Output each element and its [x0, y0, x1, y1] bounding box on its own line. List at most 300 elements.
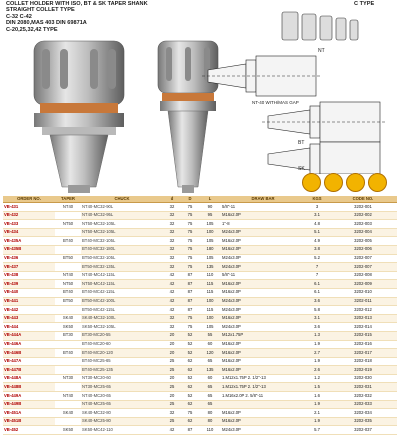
- table-cell: 20: [163, 331, 181, 340]
- table-cell: 3202-017: [329, 349, 397, 358]
- table-cell: 1.2: [305, 374, 329, 383]
- table-cell: BT50: [55, 297, 81, 306]
- certification-seals: [302, 173, 388, 191]
- table-cell: 80: [199, 417, 221, 426]
- table-cell: [221, 400, 305, 409]
- table-cell: VB-449A: [3, 392, 55, 401]
- table-cell: 115: [199, 288, 221, 297]
- table-cell: 32: [163, 409, 181, 418]
- table-row: [3, 331, 397, 340]
- collet-sleeves-drawing: [282, 12, 358, 40]
- label-nt40-gap: NT-40 WITH/MAS GAP: [252, 100, 299, 105]
- table-cell: [55, 263, 81, 272]
- table-cell: [55, 366, 81, 375]
- table-cell: SK40-MC32-100L: [81, 314, 163, 323]
- table-cell: BT50-MC42-100L: [81, 297, 163, 306]
- col-draw-bar: DRAW BAR: [221, 196, 305, 203]
- table-cell: 1.M12x1.75P 2. 1/2"-13: [221, 374, 305, 383]
- table-row: [3, 374, 397, 383]
- table-cell: 62: [181, 383, 199, 392]
- table-cell: 5/8"-11: [221, 271, 305, 280]
- table-cell: 52: [181, 340, 199, 349]
- table-cell: M16x2.0P: [221, 340, 305, 349]
- seal-logo: [302, 173, 321, 192]
- table-cell: BT50-MC32-105L: [81, 254, 163, 263]
- table-cell: 20: [163, 392, 181, 401]
- table-row: [3, 271, 397, 280]
- table-cell: BT50: [55, 254, 81, 263]
- table-cell: 62: [181, 417, 199, 426]
- table-cell: 55: [199, 331, 221, 340]
- table-cell: BT50-MC32-135L: [81, 263, 163, 272]
- table-row: [3, 237, 397, 246]
- table-cell: 1.M16x2.0P 2. 5/8"-11: [221, 392, 305, 401]
- table-cell: BT40-MC42-115L: [81, 288, 163, 297]
- col-taper: TAPER: [55, 196, 81, 203]
- table-cell: 3202-006: [329, 245, 397, 254]
- table-row: [3, 245, 397, 254]
- table-row: [3, 400, 397, 409]
- table-row: [3, 228, 397, 237]
- c-type-label: C TYPE: [354, 1, 375, 7]
- table-cell: 75: [181, 314, 199, 323]
- table-cell: BT40-MC32-105L: [81, 237, 163, 246]
- table-cell: M24x3.0P: [221, 426, 305, 435]
- table-cell: 20: [163, 374, 181, 383]
- table-cell: 25: [163, 366, 181, 375]
- table-cell: 87: [181, 426, 199, 435]
- table-cell: 87: [181, 297, 199, 306]
- table-cell: VB-431: [3, 203, 55, 212]
- table-cell: 42: [163, 271, 181, 280]
- table-cell: 20: [163, 340, 181, 349]
- table-cell: BT40: [55, 288, 81, 297]
- table-cell: SK40-MC32-80: [81, 409, 163, 418]
- table-cell: 32: [163, 254, 181, 263]
- table-cell: 1.9: [305, 340, 329, 349]
- table-row: [3, 323, 397, 332]
- table-cell: 100: [199, 228, 221, 237]
- table-row: [3, 211, 397, 220]
- table-cell: 3202-011: [329, 297, 397, 306]
- table-cell: 32: [163, 245, 181, 254]
- table-cell: VB-435B: [3, 245, 55, 254]
- table-cell: 52: [181, 392, 199, 401]
- spec-table: [3, 196, 397, 435]
- table-cell: 25: [163, 400, 181, 409]
- table-cell: 3202-013: [329, 314, 397, 323]
- header-models: C-32 C-42: [6, 13, 32, 20]
- table-cell: 75: [181, 220, 199, 229]
- table-cell: M24x3.0P: [221, 323, 305, 332]
- table-cell: 105: [199, 254, 221, 263]
- table-cell: VB-442: [3, 306, 55, 315]
- seal-logo: [368, 173, 387, 192]
- table-cell: M16x2.0P: [221, 417, 305, 426]
- table-cell: 25: [163, 417, 181, 426]
- table-cell: NT50-MC32-105L: [81, 228, 163, 237]
- table-cell: VB-439: [3, 280, 55, 289]
- table-cell: 60: [199, 340, 221, 349]
- table-cell: M16x2.0P: [221, 349, 305, 358]
- table-cell: 3202-007: [329, 263, 397, 272]
- table-row: [3, 306, 397, 315]
- table-cell: 2.1: [305, 409, 329, 418]
- table-cell: NT40-MC32-95L: [81, 211, 163, 220]
- table-cell: 3202-004: [329, 228, 397, 237]
- table-cell: 32: [163, 237, 181, 246]
- table-cell: NT40-MC32-90L: [81, 203, 163, 212]
- table-cell: M24x3.0P: [221, 263, 305, 272]
- table-row: [3, 203, 397, 212]
- table-cell: 52: [181, 331, 199, 340]
- table-cell: 3202-012: [329, 306, 397, 315]
- table-cell: 1.9: [305, 357, 329, 366]
- table-cell: 65: [199, 392, 221, 401]
- table-row: [3, 297, 397, 306]
- table-cell: SK50-MC32-105L: [81, 323, 163, 332]
- table-cell: [55, 306, 81, 315]
- table-cell: [55, 211, 81, 220]
- table-cell: NT40-MC42-115L: [81, 271, 163, 280]
- table-cell: NT50: [55, 220, 81, 229]
- col-l: L: [199, 196, 221, 203]
- table-row: [3, 220, 397, 229]
- table-cell: 32: [163, 228, 181, 237]
- table-cell: VB-443: [3, 314, 55, 323]
- table-cell: 25: [163, 383, 181, 392]
- seal-logo: [346, 173, 365, 192]
- table-cell: 4.9: [305, 237, 329, 246]
- table-cell: 4.8: [305, 220, 329, 229]
- table-row: [3, 426, 397, 435]
- table-cell: NT40: [55, 203, 81, 212]
- table-cell: 25: [163, 357, 181, 366]
- table-cell: 6.1: [305, 288, 329, 297]
- table-cell: VB-438: [3, 271, 55, 280]
- table-cell: [55, 383, 81, 392]
- table-cell: 32: [163, 314, 181, 323]
- table-cell: BT30: [55, 331, 81, 340]
- table-row: [3, 288, 397, 297]
- sk-drawing: [268, 142, 380, 174]
- table-cell: NT40: [55, 271, 81, 280]
- table-cell: 32: [163, 211, 181, 220]
- table-cell: 32: [163, 263, 181, 272]
- table-cell: 3202-032: [329, 392, 397, 401]
- table-cell: SK50: [55, 426, 81, 435]
- table-cell: 3202-002: [329, 211, 397, 220]
- table-cell: 3202-016: [329, 340, 397, 349]
- header-standards: DIN 2080,MAS 403 DIN 69871A: [6, 20, 87, 27]
- table-cell: VB-451A: [3, 409, 55, 418]
- table-cell: 42: [163, 288, 181, 297]
- table-cell: NT40-MC20-65: [81, 392, 163, 401]
- table-cell: 1"-8: [221, 220, 305, 229]
- table-cell: 3202-019: [329, 366, 397, 375]
- table-cell: 1.9: [305, 417, 329, 426]
- table-cell: BT40-MC32-180L: [81, 245, 163, 254]
- table-cell: 75: [181, 409, 199, 418]
- table-cell: [55, 357, 81, 366]
- table-cell: M16x2.0P: [221, 288, 305, 297]
- table-cell: VB-435A: [3, 237, 55, 246]
- table-cell: 105: [199, 220, 221, 229]
- table-cell: NT50-MC42-115L: [81, 280, 163, 289]
- table-cell: 100: [199, 297, 221, 306]
- table-cell: VB-447B: [3, 366, 55, 375]
- table-cell: 42: [163, 306, 181, 315]
- table-cell: NT40: [55, 392, 81, 401]
- table-cell: 52: [181, 349, 199, 358]
- table-cell: 180: [199, 245, 221, 254]
- table-cell: 65: [199, 383, 221, 392]
- label-bt: BT: [298, 140, 305, 146]
- table-row: [3, 314, 397, 323]
- table-cell: 5.7: [305, 426, 329, 435]
- col-D: D: [181, 196, 199, 203]
- table-cell: 115: [199, 280, 221, 289]
- nt-drawing: [202, 56, 322, 96]
- table-cell: 65: [199, 400, 221, 409]
- table-cell: 65: [199, 357, 221, 366]
- header-types: C-20,25,32,42 TYPE: [6, 26, 58, 33]
- table-cell: 3202-015: [329, 331, 397, 340]
- table-cell: 80: [199, 409, 221, 418]
- table-cell: 7: [305, 271, 329, 280]
- table-cell: 32: [163, 203, 181, 212]
- table-cell: 3202-005: [329, 237, 397, 246]
- table-cell: 95: [199, 211, 221, 220]
- table-cell: 3202-035: [329, 417, 397, 426]
- table-cell: [55, 245, 81, 254]
- label-sk: SK: [298, 166, 305, 172]
- table-row: [3, 349, 397, 358]
- table-cell: M16x2.0P: [221, 409, 305, 418]
- table-cell: NT50: [55, 280, 81, 289]
- col-code-no: CODE NO.: [329, 196, 397, 203]
- table-row: [3, 417, 397, 426]
- table-row: [3, 366, 397, 375]
- table-cell: 3202-018: [329, 357, 397, 366]
- table-cell: BT40: [55, 349, 81, 358]
- table-row: [3, 409, 397, 418]
- bt-drawing: [262, 102, 386, 142]
- table-cell: 3202-009: [329, 280, 397, 289]
- table-cell: M16x2.0P: [221, 211, 305, 220]
- table-cell: 3202-030: [329, 374, 397, 383]
- table-cell: VB-437: [3, 263, 55, 272]
- table-cell: 3202-014: [329, 323, 397, 332]
- col-chuck: CHUCK: [81, 196, 163, 203]
- table-cell: VB-433: [3, 220, 55, 229]
- table-cell: 20: [163, 349, 181, 358]
- table-cell: 115: [199, 306, 221, 315]
- table-cell: BT50-MC42-115L: [81, 306, 163, 315]
- table-cell: SK50-MC42-110: [81, 426, 163, 435]
- header-subtitle: STRAIGHT COLLET TYPE: [6, 7, 75, 14]
- table-row: [3, 280, 397, 289]
- table-cell: VB-444A: [3, 331, 55, 340]
- table-cell: SK40: [55, 409, 81, 418]
- table-cell: 100: [199, 314, 221, 323]
- table-cell: VB-451B: [3, 417, 55, 426]
- table-cell: 3202-033: [329, 400, 397, 409]
- table-cell: 3.6: [305, 297, 329, 306]
- table-cell: 1.3: [305, 331, 329, 340]
- table-cell: M24x3.0P: [221, 297, 305, 306]
- table-cell: [55, 340, 81, 349]
- table-cell: NT30-MC25-65: [81, 383, 163, 392]
- table-cell: VB-436: [3, 254, 55, 263]
- table-cell: 3202-010: [329, 288, 397, 297]
- table-cell: 75: [181, 254, 199, 263]
- table-cell: 75: [181, 211, 199, 220]
- table-cell: [55, 228, 81, 237]
- table-cell: 52: [181, 374, 199, 383]
- table-cell: SK40: [55, 314, 81, 323]
- table-cell: M16x2.0P: [221, 366, 305, 375]
- table-cell: VB-444: [3, 323, 55, 332]
- table-cell: 90: [199, 203, 221, 212]
- col-order-no: ORDER NO.: [3, 196, 55, 203]
- table-cell: 1.5: [305, 383, 329, 392]
- table-cell: 5/8"-11: [221, 203, 305, 212]
- table-cell: M12x1.75P: [221, 331, 305, 340]
- table-cell: NT30: [55, 374, 81, 383]
- label-nt: NT: [318, 48, 325, 54]
- table-cell: 1.M12x1.75P 2. 1/2"-13: [221, 383, 305, 392]
- table-cell: 87: [181, 306, 199, 315]
- table-cell: 110: [199, 271, 221, 280]
- table-cell: 3202-037: [329, 426, 397, 435]
- table-cell: VB-448B: [3, 383, 55, 392]
- table-cell: 120: [199, 349, 221, 358]
- table-cell: M16x2.0P: [221, 237, 305, 246]
- table-cell: 75: [181, 237, 199, 246]
- table-row: [3, 263, 397, 272]
- table-cell: 87: [181, 288, 199, 297]
- table-cell: VB-447A: [3, 357, 55, 366]
- table-cell: 75: [181, 203, 199, 212]
- table-cell: M16x2.0P: [221, 245, 305, 254]
- header-title: COLLET HOLDER WITH ISO, BT & SK TAPER SHANK: [6, 1, 148, 7]
- table-cell: 3202-031: [329, 383, 397, 392]
- table-cell: VB-449B: [3, 400, 55, 409]
- table-cell: 135: [199, 366, 221, 375]
- catalog-header: [6, 1, 148, 33]
- collet-holder-photo-left: [20, 37, 138, 195]
- table-cell: NT40-MC25-65: [81, 400, 163, 409]
- table-cell: 135: [199, 263, 221, 272]
- table-cell: 3: [305, 203, 329, 212]
- table-cell: [55, 417, 81, 426]
- table-cell: M24x3.0P: [221, 254, 305, 263]
- table-cell: 87: [181, 271, 199, 280]
- table-cell: SK50: [55, 323, 81, 332]
- table-cell: 3202-008: [329, 271, 397, 280]
- table-cell: 3.1: [305, 211, 329, 220]
- table-row: [3, 254, 397, 263]
- table-cell: VB-434: [3, 228, 55, 237]
- table-cell: 105: [199, 237, 221, 246]
- table-cell: 3202-003: [329, 220, 397, 229]
- table-cell: 42: [163, 280, 181, 289]
- table-cell: 1.9: [305, 400, 329, 409]
- table-cell: 7: [305, 263, 329, 272]
- table-cell: 3.1: [305, 314, 329, 323]
- col-kgs: KGS: [305, 196, 329, 203]
- table-row: [3, 340, 397, 349]
- table-cell: 62: [181, 357, 199, 366]
- table-row: [3, 357, 397, 366]
- table-cell: 2.7: [305, 349, 329, 358]
- table-cell: 60: [199, 374, 221, 383]
- col-d: d: [163, 196, 181, 203]
- table-cell: VB-440: [3, 288, 55, 297]
- table-cell: VB-446B: [3, 349, 55, 358]
- table-cell: 42: [163, 297, 181, 306]
- table-cell: 3202-001: [329, 203, 397, 212]
- table-cell: 3202-007: [329, 254, 397, 263]
- table-cell: 62: [181, 400, 199, 409]
- table-cell: BT30-MC20-55: [81, 331, 163, 340]
- table-cell: 3.8: [305, 245, 329, 254]
- table-cell: NT30-MC20-60: [81, 374, 163, 383]
- table-cell: 2.6: [305, 366, 329, 375]
- table-cell: BT40-MC25-135: [81, 366, 163, 375]
- table-cell: NT50-MC32-105L: [81, 220, 163, 229]
- table-cell: BT40-MC20-120: [81, 349, 163, 358]
- seal-logo: [324, 173, 343, 192]
- table-cell: M24x3.0P: [221, 228, 305, 237]
- table-cell: 75: [181, 323, 199, 332]
- technical-drawings: [198, 8, 396, 174]
- table-cell: 32: [163, 220, 181, 229]
- table-cell: 5.2: [305, 254, 329, 263]
- table-cell: 110: [199, 426, 221, 435]
- table-cell: 75: [181, 263, 199, 272]
- table-cell: M16x2.0P: [221, 280, 305, 289]
- table-cell: [55, 400, 81, 409]
- table-cell: M16x2.0P: [221, 357, 305, 366]
- table-row: [3, 383, 397, 392]
- table-cell: 1.6: [305, 392, 329, 401]
- table-cell: 62: [181, 366, 199, 375]
- table-cell: 3202-034: [329, 409, 397, 418]
- table-cell: 5.8: [305, 306, 329, 315]
- table-cell: VB-448A: [3, 374, 55, 383]
- table-cell: 3.6: [305, 323, 329, 332]
- table-cell: BT40: [55, 237, 81, 246]
- table-cell: SK40-MC25-80: [81, 417, 163, 426]
- table-cell: M24x3.0P: [221, 306, 305, 315]
- table-cell: 87: [181, 280, 199, 289]
- table-cell: VB-452: [3, 426, 55, 435]
- table-cell: 5.1: [305, 228, 329, 237]
- table-cell: BT40-MC25-65: [81, 357, 163, 366]
- table-cell: BT40-MC20-60: [81, 340, 163, 349]
- table-cell: 42: [163, 426, 181, 435]
- table-cell: 75: [181, 228, 199, 237]
- table-cell: 6.1: [305, 280, 329, 289]
- table-cell: 32: [163, 323, 181, 332]
- table-row: [3, 392, 397, 401]
- table-cell: VB-432: [3, 211, 55, 220]
- table-cell: VB-441: [3, 297, 55, 306]
- table-cell: 105: [199, 323, 221, 332]
- table-cell: VB-446A: [3, 340, 55, 349]
